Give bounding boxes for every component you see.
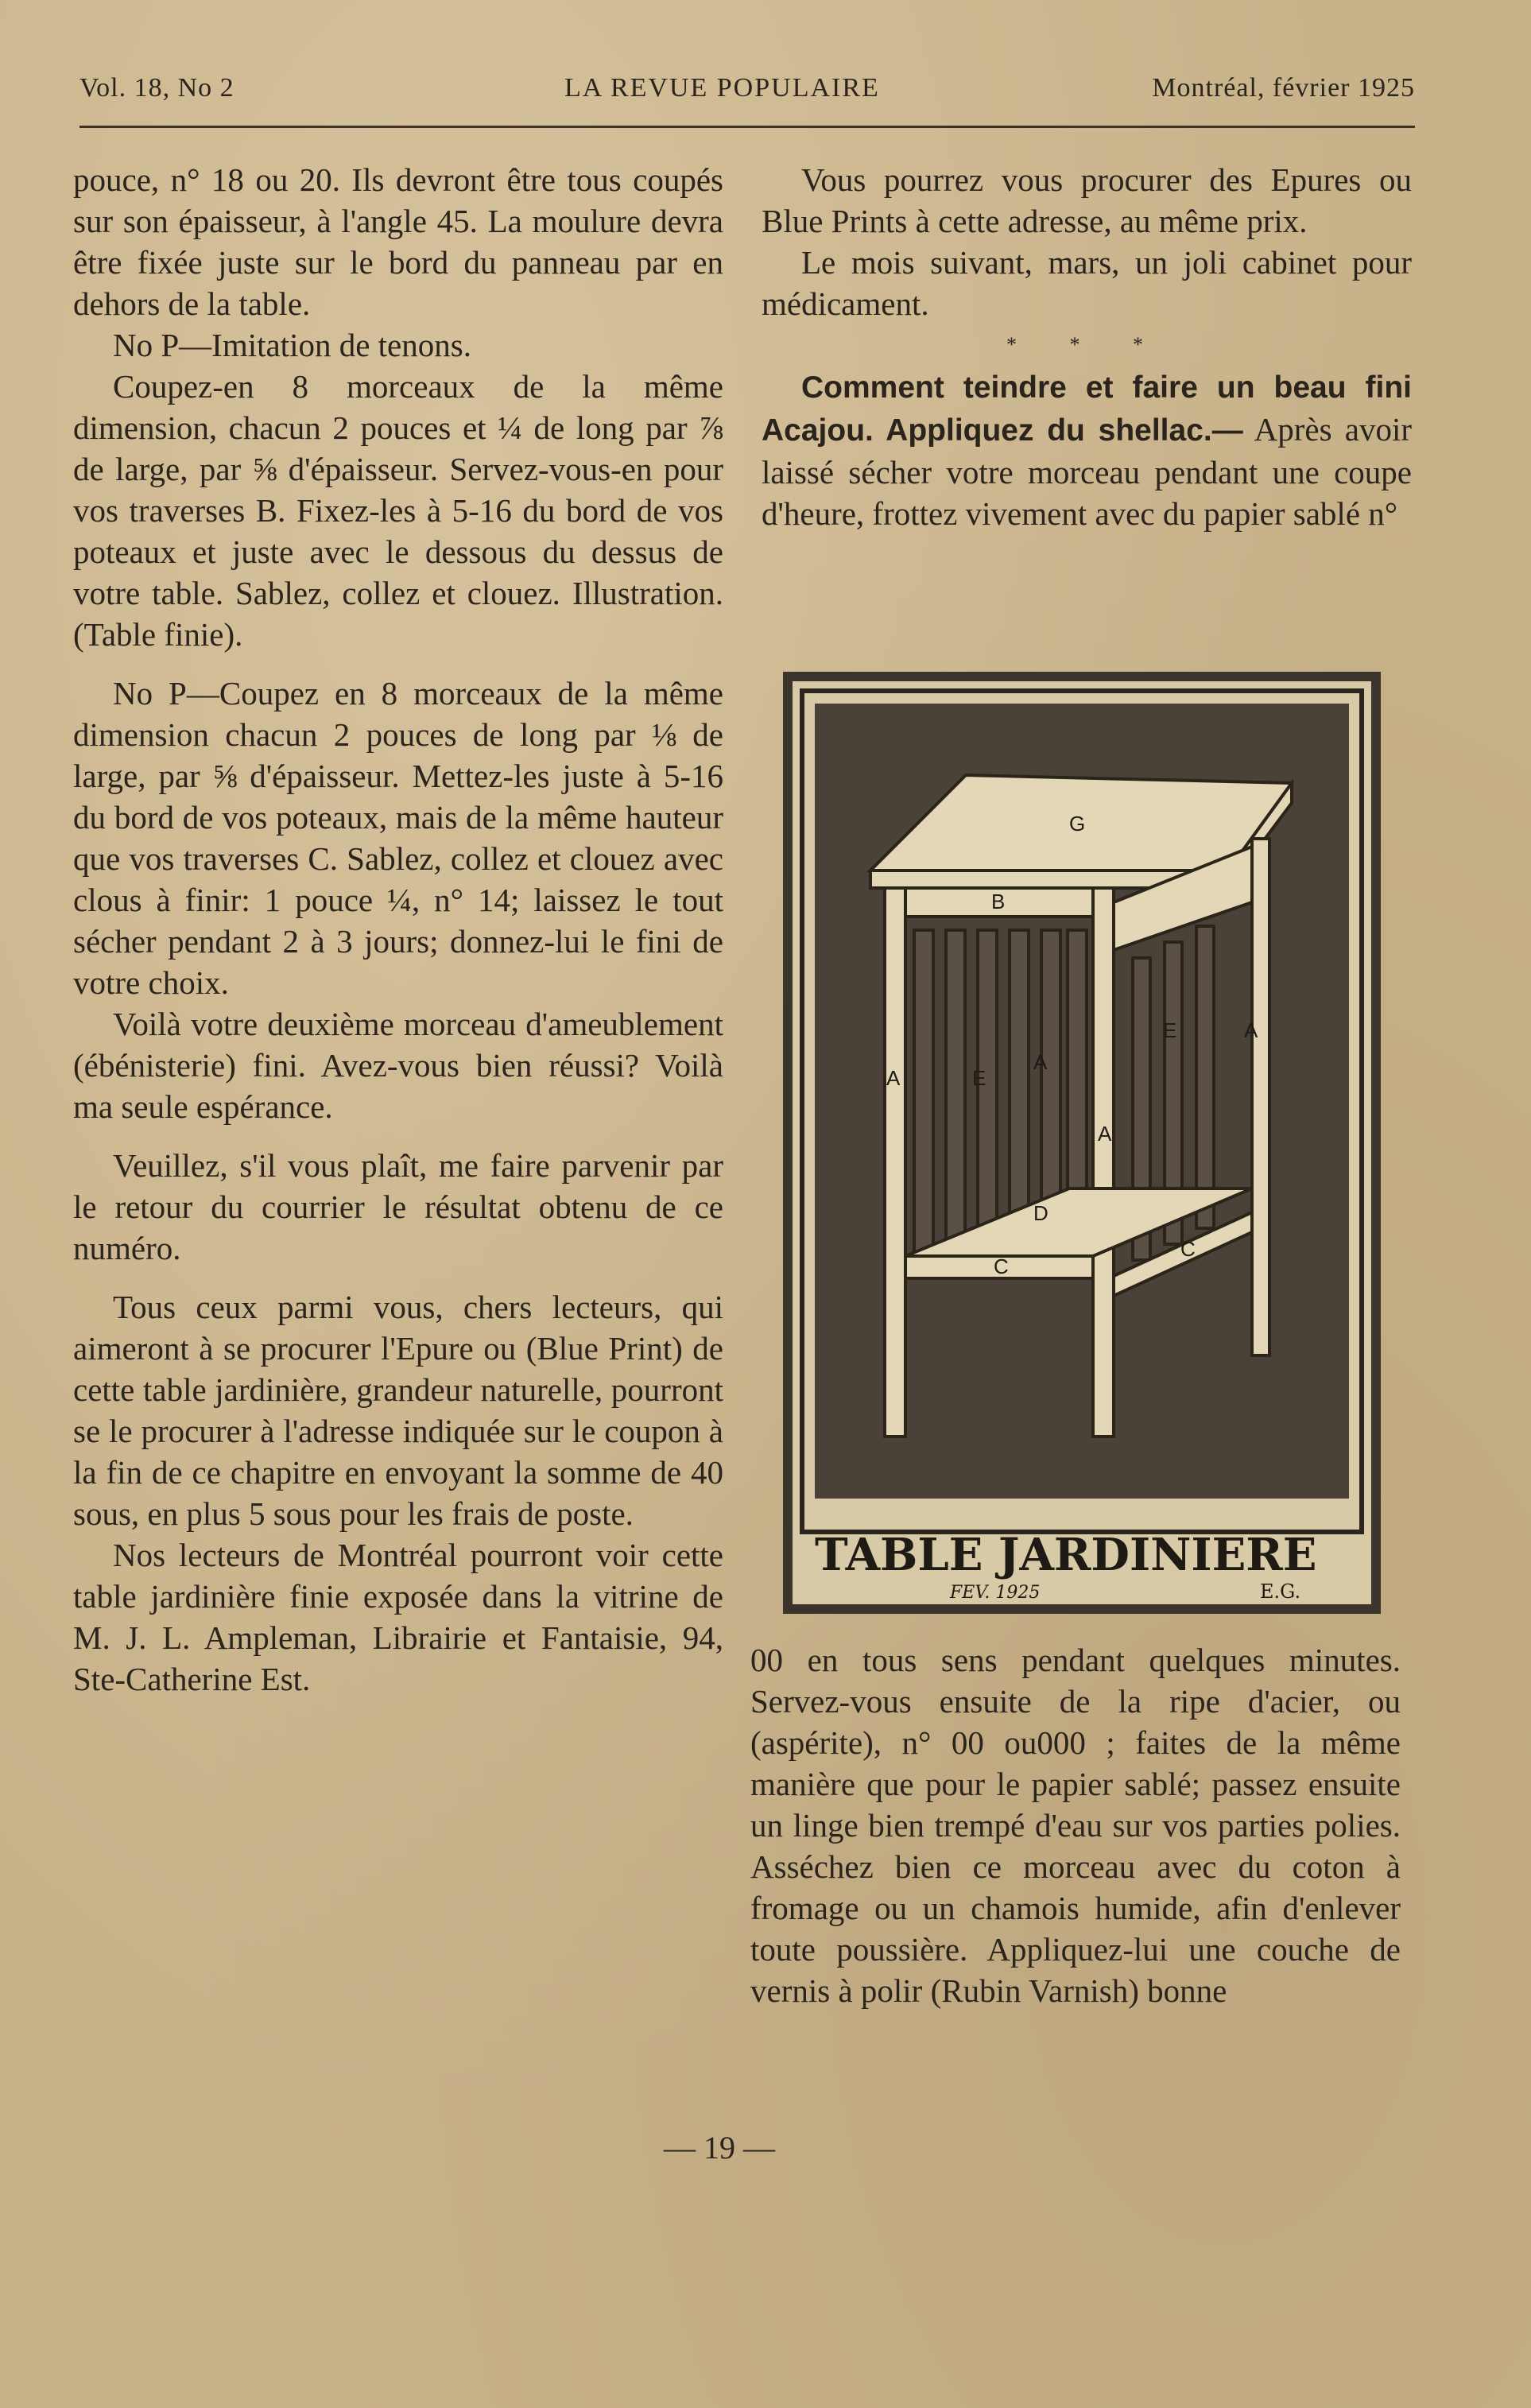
paragraph: Tous ceux parmi vous, chers lecteurs, qui aimeront à se procurer l'Epure ou (Blue Print) de cette table jardinière, grandeur naturelle, pourront se le procurer à l'adresse indiquée sur le coupon à la fin de ce chapitre en envoyant la somme de 40 sous, en plus 5 sous pour les frais de poste. (73, 1289, 723, 1532)
slat (914, 930, 933, 1256)
illustration-signature: E.G. (1260, 1580, 1301, 1603)
part-label: B (991, 890, 1006, 913)
paragraph: 00 en tous sens pendant quelques minutes. Servez-vous ensuite de la ripe d'acier, ou (aspérite), n° 00 ou000 ; faites de la même manière que pour le papier sablé; passez ensuite un linge bien trempé d'eau sur vos parties polies. Asséchez bien ce morceau avec du coton à fromage ou un chamois humide, afin d'enlever toute poussière. Appliquez-lui une couche de vernis à polir (Rubin Varnish) bonne (750, 1642, 1401, 2009)
table-jardiniere-illustration (783, 672, 1381, 1614)
part-label: G (1069, 812, 1086, 836)
part-label: A (1033, 1050, 1048, 1074)
paragraph: Le mois suivant, mars, un joli cabinet pour médicament. (762, 244, 1412, 322)
paragraph: Coupez-en 8 morceaux de la même dimension, chacun 2 pouces et ¼ de long par ⅞ de large, par ⅝ d'épaisseur. Servez-vous-en pour vos traverses B. Fixez-les à 5-16 du bord de vos poteaux et juste avec le dessous du dessus de votre table. Sablez, collez et clouez. Illustration. (Table finie). (73, 368, 723, 653)
right-column-top (762, 159, 1412, 534)
part-label: C (994, 1254, 1009, 1278)
section-title: Comment teindre et faire un beau fini Acajou. Appliquez du shellac.— (762, 370, 1412, 448)
paragraph: Voilà votre deuxième morceau d'ameublement (ébénisterie) fini. Avez-vous bien réussi? Voilà ma seule espérance. (73, 1006, 723, 1125)
paragraph: No P—Coupez en 8 morceaux de la même dimension chacun 2 pouces de long par ⅛ de large, par ⅝ d'épaisseur. Mettez-les juste à 5-16 du bord de vos poteaux, mais de la même hauteur que vos traverses C. Sablez, collez et clouez avec clous à finir: 1 pouce ¼, n° 14; laissez le tout sécher pendant 2 à 3 jours; donnez-lui le fini de votre choix. (73, 675, 723, 1001)
illustration-caption: TABLE JARDINIERE (815, 1529, 1317, 1581)
part-label: D (1033, 1201, 1048, 1225)
publication-title: LA REVUE POPULAIRE (564, 73, 880, 103)
right-column-bottom (750, 1639, 1401, 2011)
publication-date: Montréal, février 1925 (1152, 73, 1415, 103)
part-label: E (972, 1066, 986, 1090)
running-header (79, 73, 1415, 113)
leg-front-right (1093, 888, 1114, 1437)
paragraph: Nos lecteurs de Montréal pourront voir cette table jardinière finie exposée dans la vitrine de M. J. L. Ampleman, Librairie et Fantaisie, 94, Ste-Catherine Est. (73, 1537, 723, 1697)
leg-back-right (1252, 839, 1269, 1355)
slat (946, 930, 965, 1256)
paragraph: pouce, n° 18 ou 20. Ils devront être tous coupés sur son épaisseur, à l'angle 45. La moulure devra être fixée juste sur le bord du panneau par en dehors de la table. (73, 161, 723, 322)
leg-front-left (885, 888, 905, 1437)
part-label: E (1163, 1018, 1177, 1042)
volume-number: Vol. 18, No 2 (79, 73, 234, 103)
page-number: — 19 — (664, 2130, 775, 2166)
section-paragraph (762, 366, 1412, 534)
section-text: Après avoir laissé sécher votre morceau pendant une coupe d'heure, frottez vivement avec du papier sablé n° (762, 411, 1412, 532)
slat (1196, 926, 1214, 1228)
left-column (73, 159, 723, 1700)
part-label: A (886, 1066, 901, 1090)
part-label: A (1244, 1018, 1258, 1042)
section-separator: * * * (1006, 333, 1167, 356)
part-label: C (1180, 1237, 1196, 1261)
slat (978, 930, 997, 1256)
paragraph: Veuillez, s'il vous plaît, me faire parvenir par le retour du courrier le résultat obtenu de ce numéro. (73, 1147, 723, 1266)
header-rule (79, 126, 1415, 128)
illustration-date: FEV. 1925 (950, 1583, 1041, 1603)
part-label: A (1098, 1122, 1112, 1146)
paragraph: No P—Imitation de tenons. (113, 327, 471, 363)
paragraph: Vous pourrez vous procurer des Epures ou Blue Prints à cette adresse, au même prix. (762, 161, 1412, 239)
